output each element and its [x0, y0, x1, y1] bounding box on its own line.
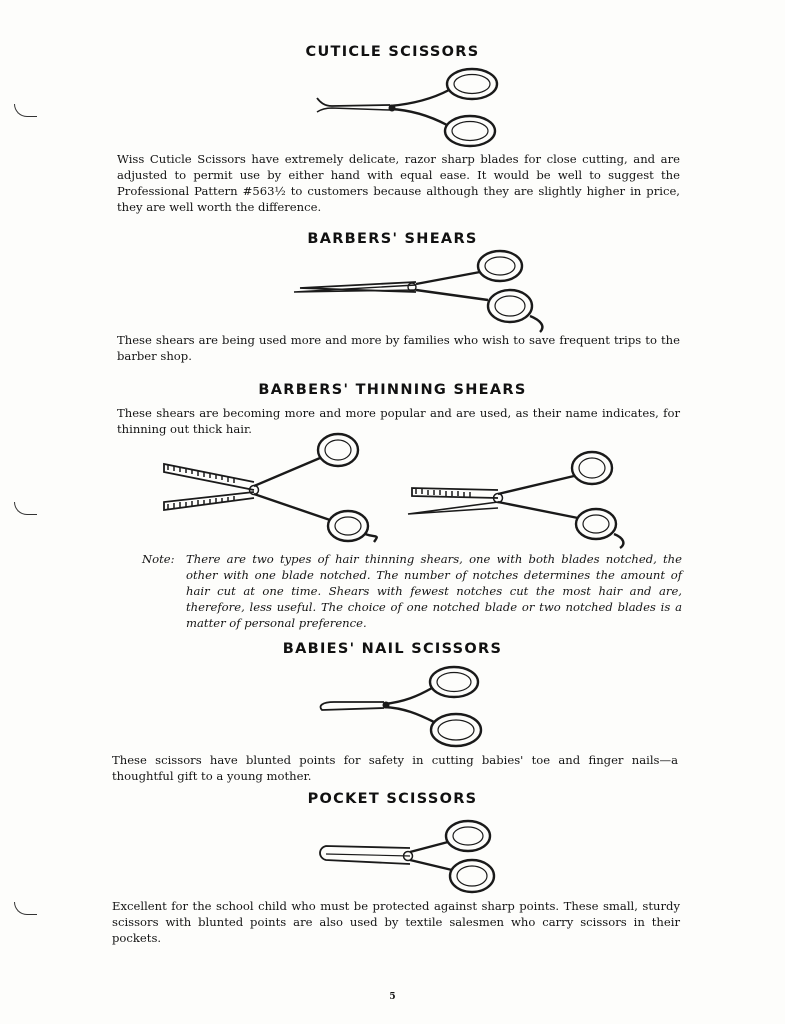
thinning-shears-note	[142, 551, 682, 631]
cuticle-scissors-heading: CUTICLE SCISSORS	[305, 44, 480, 60]
barbers-shears-icon	[288, 248, 558, 334]
pocket-scissors-description: Excellent for the school child who must be protected against sharp points. These small, sturdy scissors with blunted points are also used by textile salesmen who carry scissors in their pockets.	[112, 899, 680, 945]
thinning-shears-single-icon	[398, 448, 630, 552]
cuticle-scissors-description: Wiss Cuticle Scissors have extremely delicate, razor sharp blades for close cutting, and are adjusted to permit use by either hand with equal ease. It would be well to suggest the Professional Pattern #563½ to customers because although they are slightly higher in price, they are well worth the difference.	[117, 152, 680, 214]
pocket-scissors-heading: POCKET SCISSORS	[307, 791, 478, 807]
binder-hole-middle	[14, 502, 37, 515]
babies-nail-scissors-description: These scissors have blunted points for safety in cutting babies' toe and finger nails—a thoughtful gift to a young mother.	[112, 753, 678, 783]
barbers-shears-description: These shears are being used more and more by families who wish to save frequent trips to the barber shop.	[117, 333, 680, 363]
thinning-shears-heading: BARBERS' THINNING SHEARS	[258, 382, 527, 398]
barbers-shears-heading: BARBERS' SHEARS	[307, 231, 478, 247]
page-number: 5	[389, 992, 396, 1002]
babies-nail-scissors-icon	[310, 662, 490, 750]
cuticle-scissors-icon	[312, 66, 502, 152]
thinning-shears-double-icon	[158, 432, 388, 544]
babies-nail-scissors-heading: BABIES' NAIL SCISSORS	[282, 641, 503, 657]
note-label: Note:	[142, 552, 175, 566]
thinning-shears-description: These shears are becoming more and more popular and are used, as their name indicates, for thinning out thick hair.	[117, 406, 680, 436]
note-text: There are two types of hair thinning shears, one with both blades notched, the other with one blade notched. The number of notches determines the amount of hair cut at one time. Shears with fewest notches cut the most hair and are, therefore, less useful. The choice of one notched blade or two notched blades is a matter of personal preference.	[186, 552, 682, 630]
pocket-scissors-icon	[312, 812, 496, 898]
binder-hole-bottom	[14, 902, 37, 915]
binder-hole-top	[14, 104, 37, 117]
